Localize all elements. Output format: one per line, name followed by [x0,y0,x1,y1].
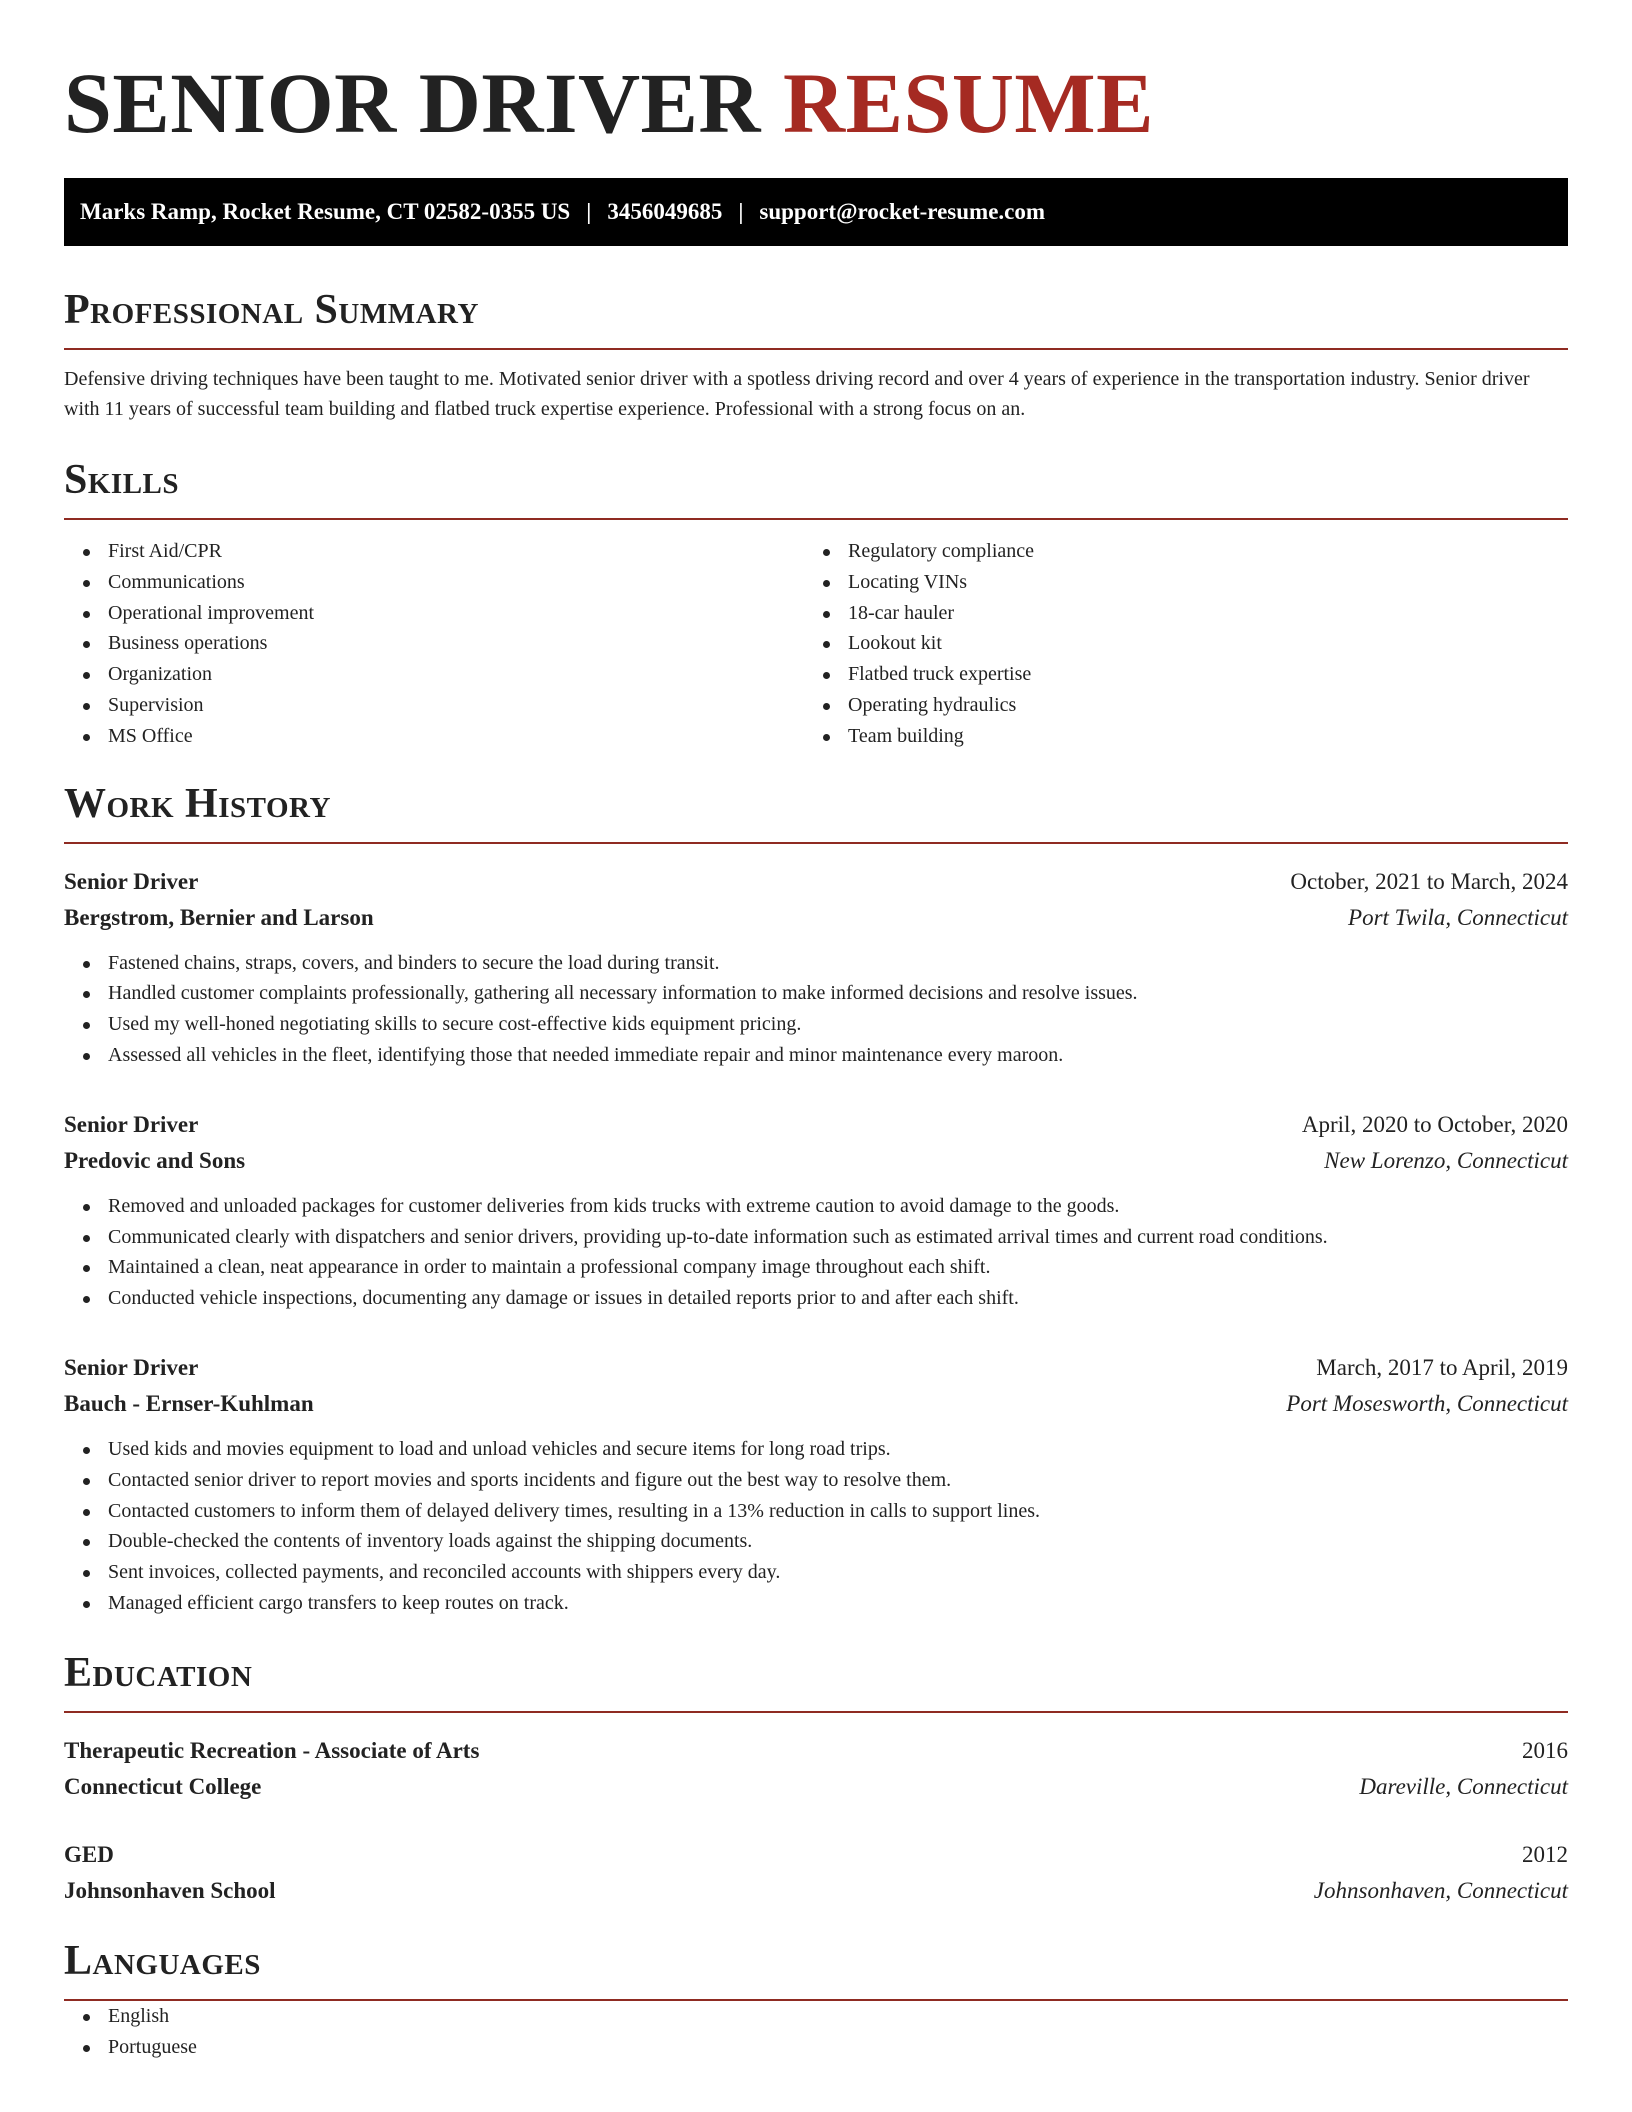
skill-item: Communications [64,567,804,598]
title-main: SENIOR DRIVER [64,55,762,151]
job-title-row [64,864,1568,900]
job-location: Port Twila, Connecticut [1348,904,1568,930]
job-duty: Used my well-honed negotiating skills to secure cost-effective kids equipment pricing. [64,1009,1568,1040]
contact-bar [64,178,1568,246]
job-company: Predovic and Sons [64,1147,246,1173]
resume-title [64,0,1568,152]
contact-separator: | [738,199,744,224]
education-location: Dareville, Connecticut [1359,1773,1568,1799]
job-entry [64,1350,1568,1619]
job-company-row [64,1143,1568,1179]
education-entry [64,1733,1568,1805]
job-title: Senior Driver [64,1354,199,1380]
skills-grid [64,536,1568,752]
language-item: Portuguese [64,2032,1568,2063]
education-year: 2016 [1522,1737,1568,1763]
job-duty: Managed efficient cargo transfers to keep routes on track. [64,1588,1568,1619]
education-degree: Therapeutic Recreation - Associate of Arts [64,1737,480,1763]
job-dates: March, 2017 to April, 2019 [1316,1354,1568,1380]
education-school-row [64,1873,1568,1909]
job-title: Senior Driver [64,1111,199,1137]
education-degree: GED [64,1841,114,1867]
skill-item: Business operations [64,628,804,659]
languages-list [64,2001,1568,2063]
job-duty: Fastened chains, straps, covers, and binders to secure the load during transit. [64,948,1568,979]
skill-item: MS Office [64,721,804,752]
job-location: New Lorenzo, Connecticut [1324,1147,1568,1173]
skills-list-right [804,536,1544,752]
job-company: Bergstrom, Bernier and Larson [64,904,374,930]
contact-address: Marks Ramp, Rocket Resume, CT 02582-0355 US [80,199,571,224]
skill-item: 18-car hauler [804,598,1544,629]
education-location: Johnsonhaven, Connecticut [1313,1877,1568,1903]
job-title-row [64,1350,1568,1386]
job-duty: Contacted customers to inform them of delayed delivery times, resulting in a 13% reduction in calls to support lines. [64,1496,1568,1527]
education-school: Johnsonhaven School [64,1877,276,1903]
job-duty: Used kids and movies equipment to load and unload vehicles and secure items for long road trips. [64,1434,1568,1465]
skill-item: Team building [804,721,1544,752]
education-school: Connecticut College [64,1773,262,1799]
skills-heading: Skills [64,456,1568,520]
education-degree-row [64,1837,1568,1873]
title-accent: RESUME [783,55,1154,151]
job-company: Bauch - Ernser-Kuhlman [64,1390,314,1416]
job-duty: Double-checked the contents of inventory loads against the shipping documents. [64,1526,1568,1557]
job-duty: Conducted vehicle inspections, documenting any damage or issues in detailed reports prior to and after each shift. [64,1283,1568,1314]
education-degree-row [64,1733,1568,1769]
languages-heading: Languages [64,1937,1568,2001]
skill-item: Organization [64,659,804,690]
languages-section [64,1937,1568,2063]
job-title-row [64,1107,1568,1143]
education-section [64,1649,1568,1909]
skills-section [64,456,1568,752]
skill-item: First Aid/CPR [64,536,804,567]
language-item: English [64,2001,1568,2032]
job-duty: Contacted senior driver to report movies and sports incidents and figure out the best way to resolve them. [64,1465,1568,1496]
education-heading: Education [64,1649,1568,1713]
job-duty: Assessed all vehicles in the fleet, identifying those that needed immediate repair and minor maintenance every maroon. [64,1040,1568,1071]
skills-list-left [64,536,804,752]
job-duties [64,948,1568,1071]
summary-text: Defensive driving techniques have been taught to me. Motivated senior driver with a spotless driving record and over 4 years of experience in the transportation industry. Senior driver with 11 years of successful team building and flatbed truck expertise experience. Professional with a strong focus on an. [64,368,1530,420]
job-company-row [64,1386,1568,1422]
job-duty: Removed and unloaded packages for customer deliveries from kids trucks with extreme caution to avoid damage to the goods. [64,1191,1568,1222]
skill-item: Supervision [64,690,804,721]
skill-item: Locating VINs [804,567,1544,598]
skill-item: Operational improvement [64,598,804,629]
summary-heading: Professional Summary [64,286,1568,350]
contact-email: support@rocket-resume.com [759,199,1046,224]
education-entry [64,1837,1568,1909]
job-duty: Sent invoices, collected payments, and reconciled accounts with shippers every day. [64,1557,1568,1588]
job-dates: October, 2021 to March, 2024 [1290,868,1568,894]
summary-section [64,286,1568,424]
job-duties [64,1191,1568,1314]
education-school-row [64,1769,1568,1805]
job-dates: April, 2020 to October, 2020 [1301,1111,1568,1137]
job-entry [64,1107,1568,1314]
job-title: Senior Driver [64,868,199,894]
job-entry [64,864,1568,1071]
contact-separator: | [586,199,592,224]
job-duty: Maintained a clean, neat appearance in order to maintain a professional company image throughout each shift. [64,1252,1568,1283]
skill-item: Lookout kit [804,628,1544,659]
education-year: 2012 [1522,1841,1568,1867]
job-company-row [64,900,1568,936]
job-duty: Handled customer complaints professionally, gathering all necessary information to make informed decisions and resolve issues. [64,978,1568,1009]
work-history-heading: Work History [64,780,1568,844]
skill-item: Flatbed truck expertise [804,659,1544,690]
skill-item: Operating hydraulics [804,690,1544,721]
work-history-section [64,780,1568,1619]
job-location: Port Mosesworth, Connecticut [1286,1390,1568,1416]
job-duty: Communicated clearly with dispatchers and senior drivers, providing up-to-date information such as estimated arrival times and current road conditions. [64,1222,1568,1253]
job-duties [64,1434,1568,1619]
contact-phone: 3456049685 [607,199,723,224]
skill-item: Regulatory compliance [804,536,1544,567]
